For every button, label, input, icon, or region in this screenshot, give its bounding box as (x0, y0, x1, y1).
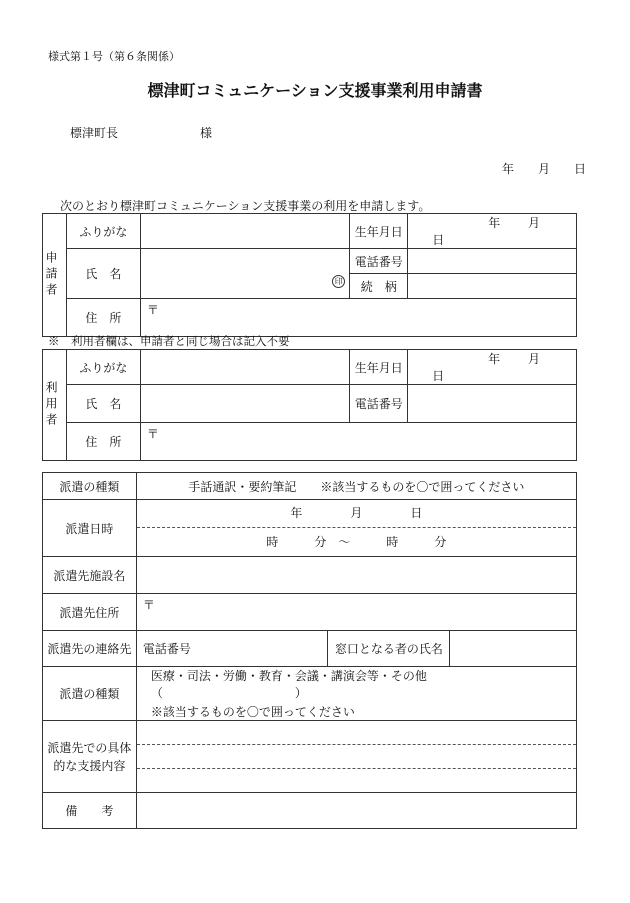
page-title: 標津町コミュニケーション支援事業利用申請書 (147, 81, 483, 100)
dispatch-postal-mark: 〒 (142, 598, 155, 612)
applicant-table (42, 213, 577, 337)
user-section-label: 利用者 (43, 350, 67, 461)
remarks-field[interactable] (136, 793, 576, 829)
applicant-phone-label: 電話番号 (350, 249, 408, 274)
user-address-label: 住 所 (66, 423, 140, 461)
dispatch-datetime-label: 派遣日時 (43, 500, 137, 557)
birth-month: 月 (528, 216, 541, 230)
applicant-furigana-label: ふりがな (66, 214, 140, 249)
user-birth-day: 日 (432, 369, 445, 383)
intro-text: 次のとおり標津町コミュニケーション支援事業の利用を申請します。 (60, 199, 431, 213)
dispatch-address-label: 派遣先住所 (43, 594, 137, 631)
form-number: 様式第１号（第６条関係） (48, 50, 180, 63)
date-day: 日 (574, 162, 587, 176)
dispatch-date-row: 年 月 日 (290, 506, 423, 520)
dispatch-contact-person-field[interactable] (450, 631, 577, 667)
dispatch-type-label: 派遣の種類 (43, 473, 137, 500)
addressee-honorific: 様 (200, 126, 213, 140)
applicant-birthdate-label: 生年月日 (350, 214, 408, 249)
birth-year: 年 (488, 216, 501, 230)
user-birth-year: 年 (488, 352, 501, 366)
user-address-field[interactable] (140, 423, 576, 461)
dispatch-facility-label: 派遣先施設名 (43, 557, 137, 594)
applicant-furigana-field[interactable] (140, 214, 349, 249)
contact-phone-label: 電話番号 (142, 642, 191, 656)
user-furigana-label: ふりがな (66, 350, 140, 385)
date-month: 月 (538, 162, 551, 176)
applicant-address-field[interactable] (140, 299, 576, 337)
applicant-relation-label: 続 柄 (350, 274, 408, 299)
dispatch-time-row: 時 分 ～ 時 分 (137, 527, 576, 556)
applicant-section-label: 申請者 (43, 214, 67, 337)
applicant-name-field[interactable] (140, 249, 349, 299)
addressee: 標津町長 (70, 126, 119, 140)
dispatch-contact-phone[interactable] (136, 631, 328, 667)
dispatch-address-field[interactable] (136, 594, 576, 631)
applicant-relation-field[interactable] (408, 274, 577, 299)
seal-mark: 印 (332, 275, 345, 288)
postal-mark: 〒 (146, 303, 159, 317)
dispatch-datetime-field[interactable] (136, 500, 576, 557)
user-furigana-field[interactable] (140, 350, 349, 385)
applicant-birthdate-field[interactable] (408, 214, 577, 249)
date-year: 年 (502, 162, 515, 176)
dispatch-content-field[interactable] (136, 721, 576, 793)
dispatch-kind-note: ※該当するものを〇で囲ってください (150, 705, 355, 719)
dispatch-kind-label: 派遣の種類 (43, 667, 137, 721)
dispatch-content-label: 派遣先での具体的な支援内容 (43, 721, 137, 793)
dispatch-contact-label: 派遣先の連絡先 (43, 631, 137, 667)
dispatch-contact-person-label: 窓口となる者の氏名 (328, 631, 450, 667)
birth-day: 日 (432, 233, 445, 247)
user-birthdate-field[interactable] (408, 350, 577, 385)
user-phone-field[interactable] (408, 385, 577, 423)
dispatch-kind-options: 医療・司法・労働・教育・会議・講演会等・その他（ ） (150, 669, 427, 700)
dispatch-kind-field[interactable] (136, 667, 576, 721)
dispatch-facility-field[interactable] (136, 557, 576, 594)
dispatch-table (42, 472, 577, 829)
remarks-label: 備 考 (43, 793, 137, 829)
user-phone-label: 電話番号 (350, 385, 408, 423)
dispatch-type-value[interactable]: 手話通訳・要約筆記 ※該当するものを〇で囲ってください (136, 473, 576, 500)
applicant-name-label: 氏 名 (66, 249, 140, 299)
applicant-address-label: 住 所 (66, 299, 140, 337)
user-name-label: 氏 名 (66, 385, 140, 423)
user-postal-mark: 〒 (146, 427, 159, 441)
applicant-phone-field[interactable] (408, 249, 577, 274)
user-table (42, 349, 577, 461)
user-birthdate-label: 生年月日 (350, 350, 408, 385)
user-birth-month: 月 (528, 352, 541, 366)
note-text: ※ 利用者欄は、申請者と同じ場合は記入不要 (48, 334, 290, 348)
user-name-field[interactable] (140, 385, 349, 423)
